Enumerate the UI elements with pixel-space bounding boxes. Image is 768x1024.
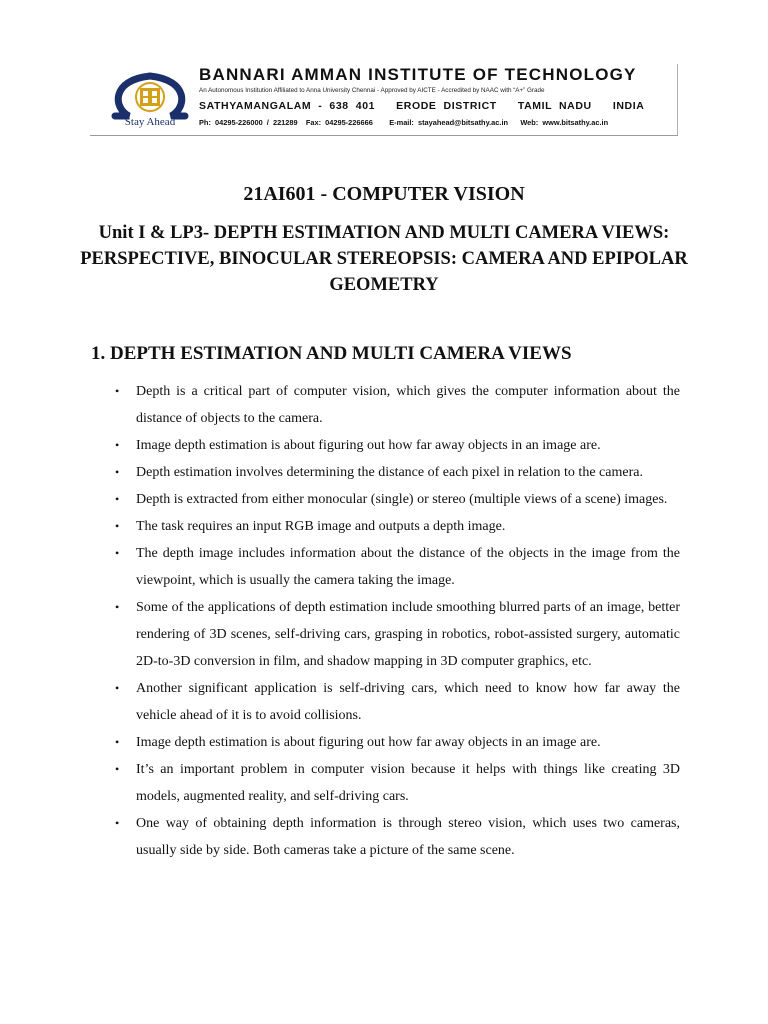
list-item bbox=[110, 432, 680, 459]
bullet-icon: • bbox=[115, 600, 120, 614]
list-item bbox=[110, 378, 680, 432]
list-item bbox=[110, 486, 680, 513]
section-heading: 1. DEPTH ESTIMATION AND MULTI CAMERA VIEWS bbox=[91, 343, 572, 364]
bullet-icon: • bbox=[115, 492, 120, 506]
bullet-text: Image depth estimation is about figuring out how far away objects in an image are. bbox=[136, 438, 601, 453]
institution-address: SATHYAMANGALAM - 638 401 ERODE DISTRICT TAMIL NADU INDIA bbox=[199, 100, 645, 112]
bullet-icon: • bbox=[115, 681, 120, 695]
bullet-icon: • bbox=[115, 816, 120, 830]
list-item bbox=[110, 810, 680, 864]
bullet-text: Depth estimation involves determining the distance of each pixel in relation to the camera. bbox=[136, 465, 643, 480]
bullet-icon: • bbox=[115, 384, 120, 398]
bullet-text: Some of the applications of depth estimation include smoothing blurred parts of an image, better rendering of 3D scenes, self-driving cars, grasping in robotics, robot-assisted surgery, automatic 2D-to-3D conversion in film, and shadow mapping in 3D computer graphics, etc. bbox=[136, 600, 680, 669]
bullet-text: The depth image includes information about the distance of the objects in the image from the viewpoint, which is usually the camera taking the image. bbox=[136, 546, 680, 588]
institution-contact: Ph: 04295-226000 / 221289 Fax: 04295-226666 E-mail: stayahead@bitsathy.ac.in Web: www.bitsathy.ac.in bbox=[199, 118, 609, 127]
bullet-icon: • bbox=[115, 519, 120, 533]
bullet-icon: • bbox=[115, 465, 120, 479]
institution-header bbox=[95, 60, 678, 134]
bullet-text: Image depth estimation is about figuring out how far away objects in an image are. bbox=[136, 735, 601, 750]
bullet-text: One way of obtaining depth information is through stereo vision, which uses two cameras, usually side by side. Both cameras take a picture of the same scene. bbox=[136, 816, 680, 858]
institution-affiliation: An Autonomous Institution Affiliated to Anna University Chennai - Approved by AICTE - Accredited by NAAC with “A+” Grade bbox=[199, 87, 545, 94]
list-item bbox=[110, 540, 680, 594]
institution-name: BANNARI AMMAN INSTITUTE OF TECHNOLOGY bbox=[199, 65, 637, 84]
list-item bbox=[110, 513, 680, 540]
logo-tagline: Stay Ahead bbox=[124, 116, 176, 128]
list-item bbox=[110, 729, 680, 756]
bullet-text: Depth is extracted from either monocular (single) or stereo (multiple views of a scene) images. bbox=[136, 492, 668, 507]
list-item bbox=[110, 459, 680, 486]
header-divider bbox=[90, 135, 678, 136]
bullet-text: The task requires an input RGB image and outputs a depth image. bbox=[136, 519, 506, 534]
list-item bbox=[110, 594, 680, 675]
course-title: 21AI601 - COMPUTER VISION bbox=[243, 183, 525, 205]
header-side-divider bbox=[677, 64, 678, 135]
bullet-icon: • bbox=[115, 762, 120, 776]
bullet-text: It’s an important problem in computer vision because it helps with things like creating 3D models, augmented reality, and self-driving cars. bbox=[136, 762, 680, 804]
bullet-list bbox=[110, 378, 680, 864]
bullet-text: Another significant application is self-driving cars, which need to know how far away the vehicle ahead of it is to avoid collisions. bbox=[136, 681, 680, 723]
bullet-text: Depth is a critical part of computer vision, which gives the computer information about the distance of objects to the camera. bbox=[136, 384, 680, 426]
list-item bbox=[110, 675, 680, 729]
bullet-icon: • bbox=[115, 546, 120, 560]
unit-title: Unit I & LP3- DEPTH ESTIMATION AND MULTI CAMERA VIEWS: PERSPECTIVE, BINOCULAR STEREOPSIS: CAMERA AND EPIPOLAR GEOMETRY bbox=[80, 223, 688, 295]
bullet-icon: • bbox=[115, 735, 120, 749]
bullet-icon: • bbox=[115, 438, 120, 452]
list-item bbox=[110, 756, 680, 810]
